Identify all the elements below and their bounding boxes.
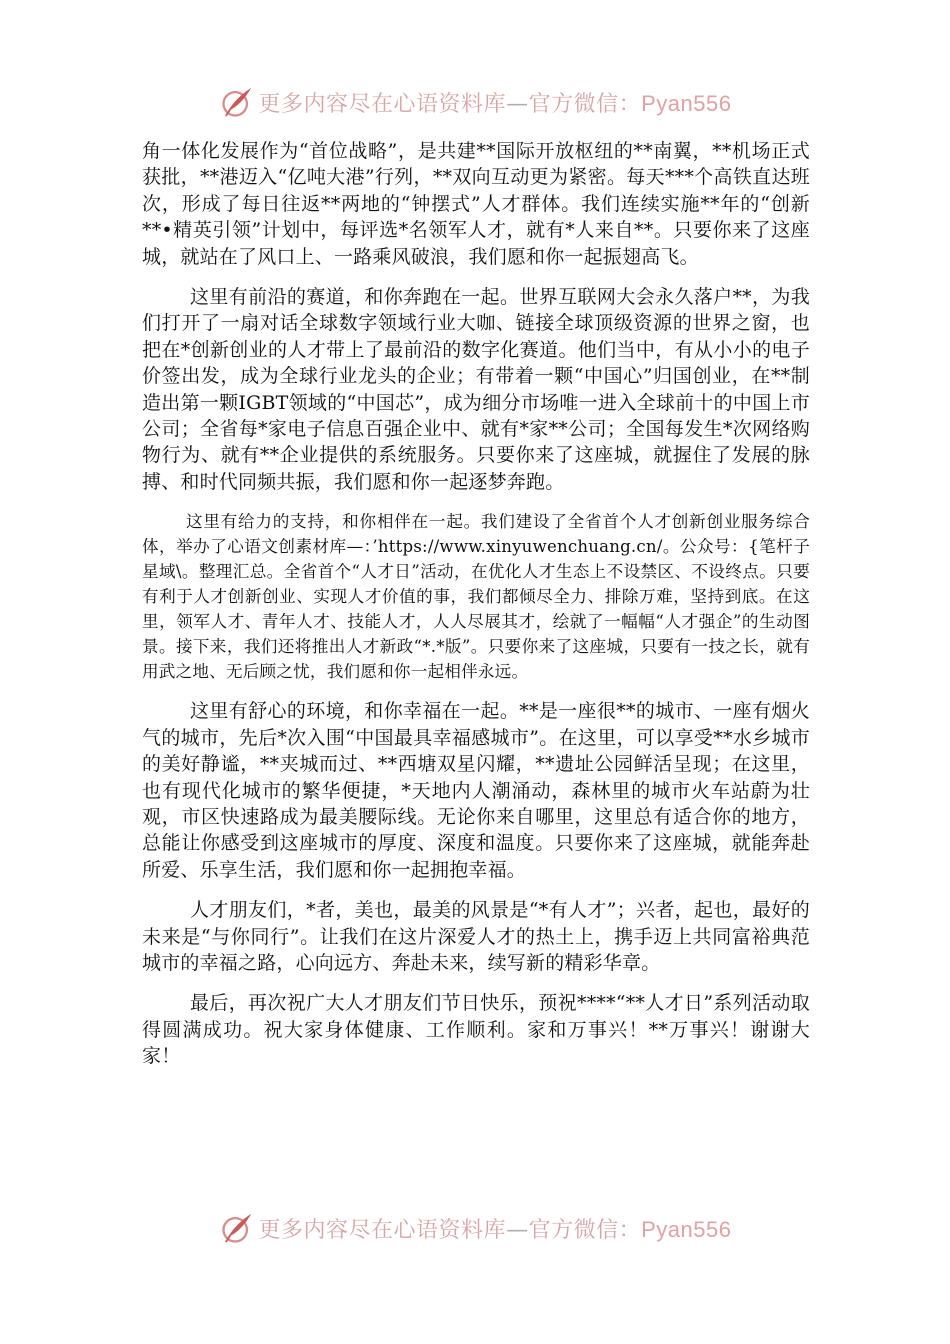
paragraph-3: 这里有给力的支持，和你相伴在一起。我们建设了全省首个人才创新创业服务综合体，举办了心语文创素材库—：’https://www.xinyuwenchuang.cn/。公众号：{笔杆子星域\。整理汇总。全省首个“人才日”活动，在优化人才生态上不设禁区、不设终点。只要有利于人才创新创业、实现人才价值的事，我们都倾尽全力、排除万难，坚持到底。在这里，领军人才、青年人才、技能人才，人人尽展其才，绘就了一幅幅“人才强企”的生动图景。接下来，我们还将推出人才新政“*.*版”。只要你来了这座城，只要有一技之长，就有用武之地、无后顾之忧，我们愿和你一起相伴永远。: [142, 512, 810, 682]
paragraph-2: 这里有前沿的赛道，和你奔跑在一起。世界互联网大会永久落户**，为我们打开了一扇对话全球数字领域行业大咖、链接全球顶级资源的世界之窗，也把在*创新创业的人才带上了最前沿的数字化赛道。他们当中，有从小小的电子价签出发，成为全球行业龙头的企业；有带着一颗“中国心”归国创业，在**制造出第一颗IGBT领域的“中国芯”，成为细分市场唯一进入全球前十的中国上市公司；全省每*家电子信息百强企业中、就有*家**公司；全国每发生*次网络购物行为、就有**企业提供的系统服务。只要你来了这座城，就握住了发展的脉搏、和时代同频共振，我们愿和你一起逐梦奔跑。: [142, 286, 810, 493]
quill-pen-logo-icon: [219, 1210, 255, 1246]
footer-dash: —: [506, 1217, 529, 1243]
paragraph-1: 角一体化发展作为“首位战略”，是共建**国际开放枢纽的**南翼，**机场正式获批，**港迈入“亿吨大港”行列，**双向互动更为紧密。每天***个高铁直达班次，形成了每日往返**两地的“钟摆式”人才群体。我们连续实施**年的“创新**•精英引领”计划中，每评选*名领军人才，就有*人来自**。只要你来了这座城，就站在了风口上、一路乘风破浪，我们愿和你一起振翅高飞。: [142, 140, 810, 268]
document-body: [142, 138, 810, 1084]
footer-wechat-label: 官方微信：: [528, 1217, 642, 1243]
footer-wechat-id: Pyan556: [641, 1216, 732, 1242]
banner-wechat-label: 官方微信：: [528, 91, 642, 117]
banner-dash: —: [506, 91, 529, 117]
footer-main-text: 更多内容尽在心语资料库: [258, 1217, 507, 1243]
banner-wechat-id: Pyan556: [641, 90, 732, 116]
paragraph-5: 人才朋友们，*者，美也，最美的风景是“*有人才”；兴者，起也，最好的未来是“与你同行”。让我们在这片深爱人才的热土上，携手迈上共同富裕典范城市的幸福之路，心向远方、奔赴未来，续写新的精彩华章。: [142, 899, 810, 974]
quill-pen-logo-icon: [219, 84, 255, 120]
paragraph-4: 这里有舒心的环境，和你幸福在一起。**是一座很**的城市、一座有烟火气的城市，先后*次入围“中国最具幸福感城市”。在这里，可以享受**水乡城市的美好静谧，**夹城而过、**西塘双星闪耀，**遗址公园鲜活呈现；在这里，也有现代化城市的繁华便捷，*天地内人潮涌动，森林里的城市火车站蔚为壮观，市区快速路成为最美腰际线。无论你来自哪里，这里总有适合你的地方，总能让你感受到这座城市的厚度、深度和温度。只要你来了这座城，就能奔赴所爱、乐享生活，我们愿和你一起拥抱幸福。: [142, 700, 810, 881]
header-banner: [0, 82, 950, 122]
banner-main-text: 更多内容尽在心语资料库: [258, 91, 507, 117]
footer-banner: [0, 1208, 950, 1248]
paragraph-6: 最后，再次祝广大人才朋友们节日快乐，预祝****“**人才日”系列活动取得圆满成功。祝大家身体健康、工作顺利。家和万事兴！**万事兴！谢谢大家！: [142, 992, 810, 1068]
